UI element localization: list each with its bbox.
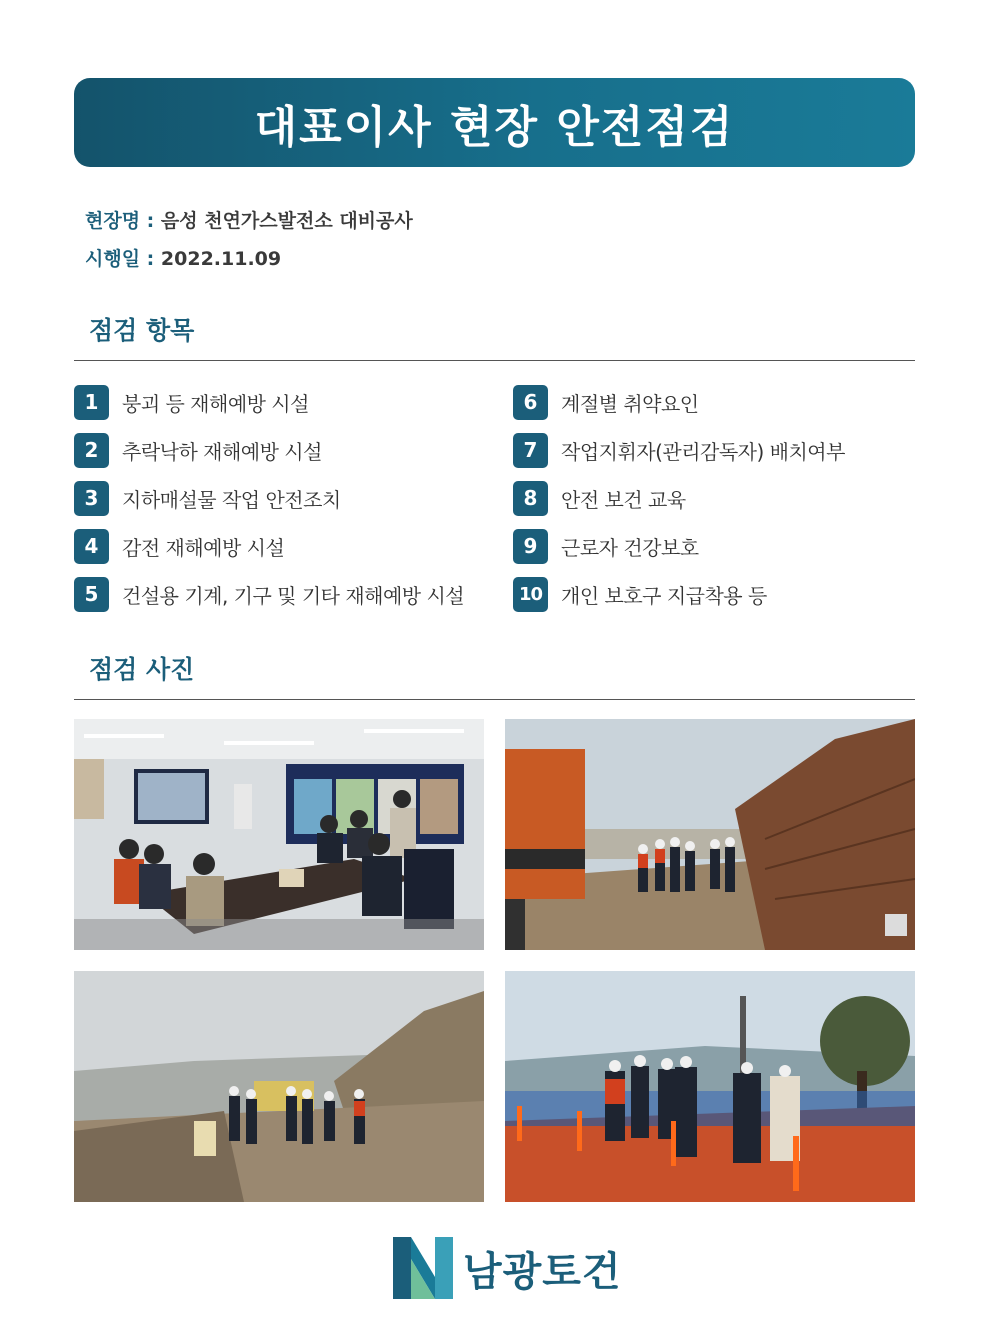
item-text: 추락낙하 재해예방 시설 [122,439,322,464]
item-text: 붕괴 등 재해예방 시설 [122,391,309,416]
inspection-item [513,378,923,426]
company-logo-text: 남광토건 [463,1248,622,1295]
items-section-title: 점검 항목 [89,316,195,345]
item-number-badge: 5 [74,577,109,612]
photo-excavator-wall [505,719,915,950]
inspection-item [513,522,923,570]
site-label: 현장명 : [85,210,155,232]
inspection-items-left [74,378,514,618]
date-info [85,244,281,271]
photo-deck-inspection [505,971,915,1202]
items-divider [74,360,915,361]
inspection-item [513,570,923,618]
photo-site-workers [74,971,484,1202]
photos-divider [74,699,915,700]
inspection-item [513,474,923,522]
item-number-badge: 3 [74,481,109,516]
item-text: 지하매설물 작업 안전조치 [122,487,341,512]
item-text: 감전 재해예방 시설 [122,535,285,560]
inspection-item [74,378,514,426]
company-logo-mark-icon [393,1237,453,1299]
item-number-badge: 9 [513,529,548,564]
site-value: 음성 천연가스발전소 대비공사 [160,210,413,232]
item-number-badge: 2 [74,433,109,468]
site-info [85,206,413,233]
item-text: 근로자 건강보호 [561,535,699,560]
photo-meeting-room [74,719,484,950]
item-text: 계절별 취약요인 [561,391,699,416]
item-text: 개인 보호구 지급착용 등 [561,583,767,608]
item-text: 건설용 기계, 기구 및 기타 재해예방 시설 [122,583,465,608]
inspection-item [513,426,923,474]
inspection-item [74,474,514,522]
item-number-badge: 6 [513,385,548,420]
inspection-items-right [513,378,923,618]
company-logo [393,1236,623,1300]
item-number-badge: 7 [513,433,548,468]
item-number-badge: 1 [74,385,109,420]
inspection-item [74,570,514,618]
item-number-badge: 8 [513,481,548,516]
item-number-badge: 10 [513,577,548,612]
item-text: 작업지휘자(관리감독자) 배치여부 [561,439,845,464]
photos-section-title: 점검 사진 [89,655,195,684]
inspection-item [74,426,514,474]
date-value: 2022.11.09 [160,248,282,270]
item-number-badge: 4 [74,529,109,564]
title-banner [74,78,915,167]
date-label: 시행일 : [85,248,155,270]
inspection-item [74,522,514,570]
page-title: 대표이사 현장 안전점검 [254,101,735,153]
item-text: 안전 보건 교육 [561,487,686,512]
